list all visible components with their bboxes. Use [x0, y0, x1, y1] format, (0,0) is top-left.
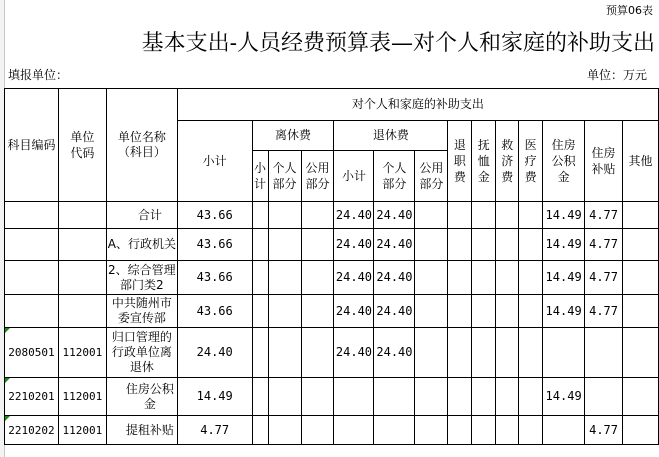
housing-fund-cell: 14.49 — [543, 261, 585, 295]
header-ret-personal: 个人部分 — [374, 151, 415, 202]
unit-name-cell: 2、综合管理部门类2 — [106, 261, 177, 295]
table-row — [5, 378, 659, 416]
ret-personal-cell: 24.40 — [374, 261, 415, 295]
unit-name-cell: 中共随州市委宣传部 — [106, 295, 177, 328]
budget-table — [4, 88, 659, 445]
housing-subsidy-cell: 4.77 — [585, 229, 623, 261]
subject-code-cell — [5, 202, 59, 229]
header-other: 其他 — [623, 121, 659, 202]
subtotal-cell: 24.40 — [177, 328, 252, 378]
ret-subtotal-cell: 24.40 — [334, 295, 374, 328]
fill-unit-label: 填报单位： — [8, 68, 69, 82]
housing-fund-cell — [543, 328, 585, 378]
housing-subsidy-cell: 4.77 — [585, 261, 623, 295]
header-pension: 抚恤金 — [472, 121, 496, 202]
table-row — [5, 229, 659, 261]
housing-subsidy-cell: 4.77 — [585, 202, 623, 229]
header-off-public: 公用部分 — [301, 151, 334, 202]
ret-personal-cell: 24.40 — [374, 328, 415, 378]
table-row — [5, 328, 659, 378]
subtotal-cell: 4.77 — [177, 416, 252, 445]
unit-code-cell: 112001 — [58, 416, 106, 445]
table-row — [5, 261, 659, 295]
ret-subtotal-cell — [334, 378, 374, 416]
subtotal-cell: 43.66 — [177, 261, 252, 295]
ret-subtotal-cell — [334, 416, 374, 445]
ret-subtotal-cell: 24.40 — [334, 229, 374, 261]
housing-subsidy-cell — [585, 328, 623, 378]
subject-code-cell: 2210202 — [5, 416, 59, 445]
ret-subtotal-cell: 24.40 — [334, 328, 374, 378]
unit-code-cell — [58, 295, 106, 328]
header-subject-code: 科目编码 — [5, 89, 59, 202]
header-group: 对个人和家庭的补助支出 — [177, 89, 658, 121]
header-subtotal: 小计 — [177, 121, 252, 202]
unit-code-cell: 112001 — [58, 378, 106, 416]
cell-indicator-icon — [5, 416, 10, 421]
housing-fund-cell: 14.49 — [543, 378, 585, 416]
subject-code-cell — [5, 229, 59, 261]
ret-subtotal-cell: 24.40 — [334, 261, 374, 295]
header-medical: 医疗费 — [519, 121, 543, 202]
housing-subsidy-cell — [585, 378, 623, 416]
header-off-subtotal: 小计 — [252, 151, 268, 202]
ret-personal-cell — [374, 416, 415, 445]
header-relief: 救济费 — [496, 121, 519, 202]
subtotal-cell: 43.66 — [177, 229, 252, 261]
unit-code-cell — [58, 261, 106, 295]
unit-name-cell: 住房公积金 — [106, 378, 177, 416]
header-housing-fund: 住房公积金 — [543, 121, 585, 202]
housing-subsidy-cell: 4.77 — [585, 295, 623, 328]
header-ret-subtotal: 小计 — [334, 151, 374, 202]
ret-personal-cell: 24.40 — [374, 229, 415, 261]
table-row — [5, 202, 659, 229]
housing-subsidy-cell: 4.77 — [585, 416, 623, 445]
unit-name-cell: 归口管理的行政单位离退休 — [106, 328, 177, 378]
ret-personal-cell — [374, 378, 415, 416]
cell-indicator-icon — [5, 328, 10, 333]
header-housing-subsidy: 住房补贴 — [585, 121, 623, 202]
unit-name-cell: 合计 — [106, 202, 177, 229]
housing-fund-cell: 14.49 — [543, 295, 585, 328]
unit-code-cell — [58, 229, 106, 261]
subject-code-cell — [5, 295, 59, 328]
subtotal-cell: 43.66 — [177, 202, 252, 229]
currency-unit-label: 单位：万元 — [586, 68, 647, 82]
table-row — [5, 295, 659, 328]
header-ret-public: 公用部分 — [415, 151, 448, 202]
header-retire-off: 离休费 — [252, 121, 334, 151]
unit-code-cell: 112001 — [58, 328, 106, 378]
subject-code-cell: 2080501 — [5, 328, 59, 378]
form-number: 预算06表 — [606, 4, 653, 17]
header-off-personal: 个人部分 — [268, 151, 301, 202]
header-unit-name: 单位名称（科目） — [106, 89, 177, 202]
ret-personal-cell: 24.40 — [374, 202, 415, 229]
cell-indicator-icon — [5, 378, 10, 383]
header-retire: 退休费 — [334, 121, 448, 151]
housing-fund-cell: 14.49 — [543, 202, 585, 229]
housing-fund-cell: 14.49 — [543, 229, 585, 261]
page-title: 基本支出-人员经费预算表—对个人和家庭的补助支出 — [141, 31, 655, 56]
header-resign: 退职费 — [448, 121, 472, 202]
ret-subtotal-cell: 24.40 — [334, 202, 374, 229]
housing-fund-cell — [543, 416, 585, 445]
subtotal-cell: 14.49 — [177, 378, 252, 416]
unit-name-cell: 提租补贴 — [106, 416, 177, 445]
table-row — [5, 416, 659, 445]
unit-name-cell: A、行政机关 — [106, 229, 177, 261]
ret-personal-cell: 24.40 — [374, 295, 415, 328]
header-unit-code: 单位代码 — [58, 89, 106, 202]
subtotal-cell: 43.66 — [177, 295, 252, 328]
unit-code-cell — [58, 202, 106, 229]
subject-code-cell: 2210201 — [5, 378, 59, 416]
subject-code-cell — [5, 261, 59, 295]
